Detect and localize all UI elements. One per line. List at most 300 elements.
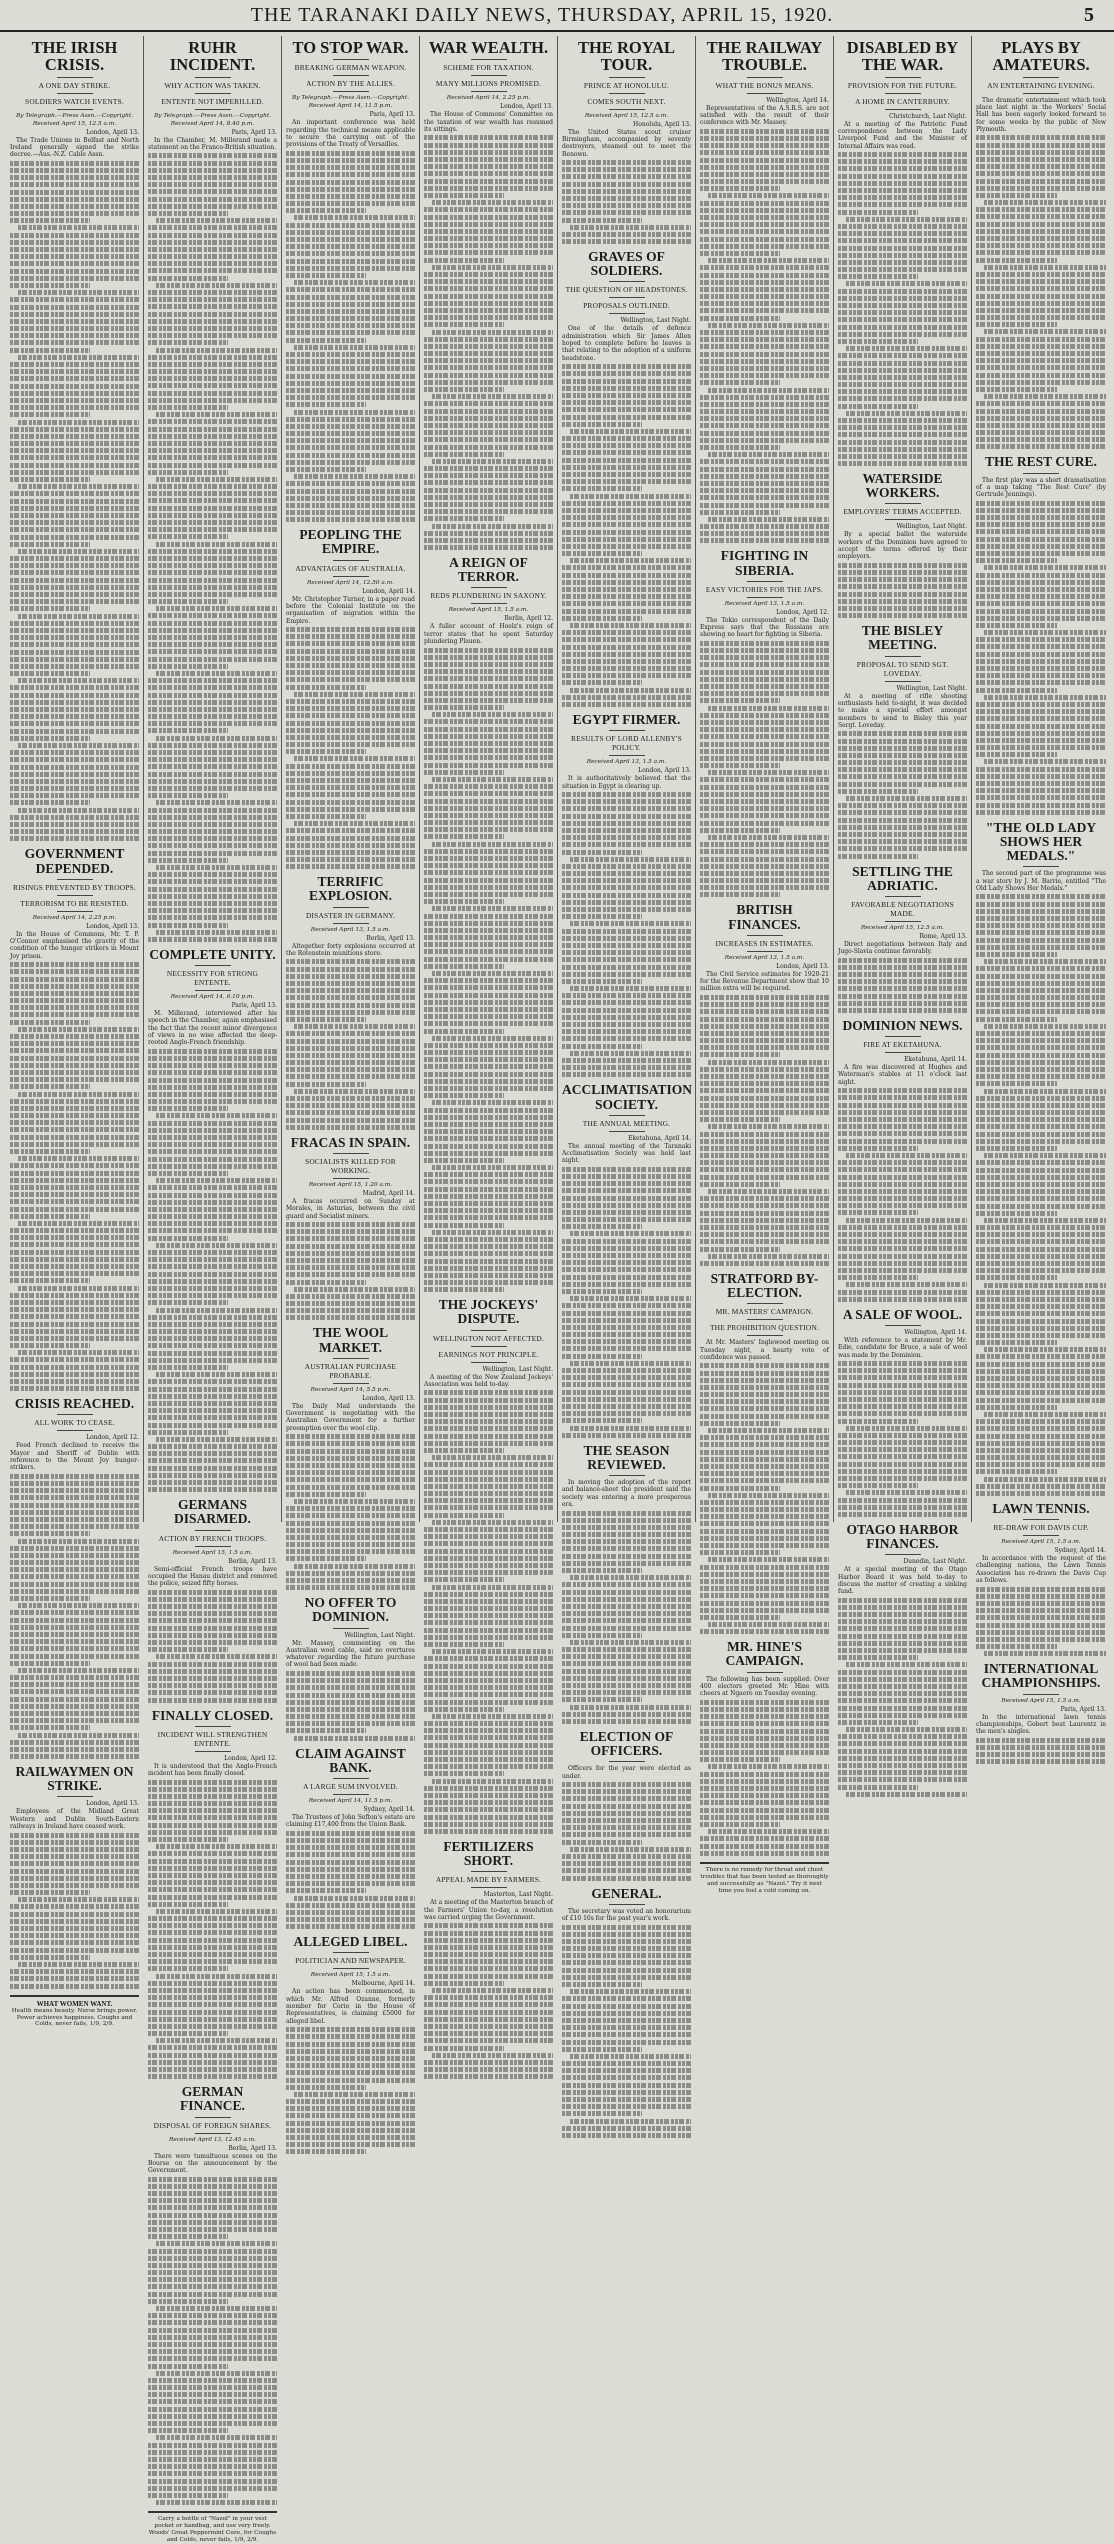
text-line [148,2249,277,2254]
text-line [424,2060,553,2065]
text-line [570,558,691,563]
article-headline: DISABLED BY THE WAR. [846,38,959,75]
text-line [148,707,277,712]
article-lead-paragraph: There were tumultuous scenes on the Bourse on the announcement by the Government. [148,2152,277,2175]
text-line [10,369,139,374]
text-line [570,1051,691,1056]
text-line [424,684,553,689]
article-headline: A SALE OF WOOL. [842,1306,963,1322]
text-line [838,1160,967,1165]
text-line [976,1383,1106,1388]
text-line [700,792,829,797]
headline-rule [57,109,93,110]
text-line [700,1096,829,1101]
text-line [148,1049,277,1054]
text-line [700,409,829,414]
text-line [424,1158,504,1163]
text-line [424,1505,553,1510]
text-line [286,959,415,964]
article-lead-paragraph: Semi-official French troops have occupied the Hanau district and removed the police, seized fifty horses. [148,1565,277,1588]
text-line [562,695,691,700]
text-line [286,2027,415,2032]
article-dateline: Paris, April 13. [231,128,277,136]
text-line [286,1301,415,1306]
text-line [700,1772,829,1777]
text-line [148,1466,277,1471]
text-line [10,1747,139,1752]
text-line [10,305,139,310]
text-line [10,1625,139,1630]
text-line [562,936,691,941]
text-line [838,606,967,611]
text-line [432,1455,553,1460]
text-line [562,530,691,535]
text-line [10,1250,139,1255]
text-line [562,415,691,420]
text-line [976,1745,1106,1750]
text-line [424,1556,553,1561]
text-line [562,573,691,578]
text-line [10,1056,139,1061]
text-line [846,1792,967,1797]
text-line [148,369,277,374]
text-line [570,1989,691,1994]
article-headline: PLAYS BY AMATEURS. [992,38,1090,75]
text-line [838,1770,967,1775]
text-line [838,774,967,779]
text-line [570,1361,691,1366]
text-line [286,685,366,690]
text-line [156,283,277,288]
text-line [286,1272,415,1277]
text-line [286,1867,415,1872]
article-dateline: Wellington, Last Night. [482,1365,553,1373]
column-4 [420,36,558,1921]
text-line [562,436,691,441]
text-line [838,1684,967,1689]
text-line [10,197,139,202]
text-line [838,570,967,575]
text-line [838,1131,967,1136]
text-line [10,1142,139,1147]
text-line [424,1974,553,1979]
text-line [148,2234,228,2239]
text-line [148,405,228,410]
text-line [10,348,90,353]
text-line [700,251,780,256]
text-line [976,135,1106,140]
text-line [10,175,139,180]
text-line [424,1628,553,1633]
text-line [562,609,691,614]
text-line [148,2277,277,2282]
text-line [562,1167,691,1172]
text-line [424,727,553,732]
text-line [424,1642,504,1647]
headline-rule [747,1672,783,1673]
text-line [148,1394,277,1399]
article-subheading: RESULTS OF LORD ALLENBY'S POLICY. [571,734,682,753]
text-line [976,945,1106,950]
text-line [984,1024,1106,1029]
text-line [700,186,780,191]
text-line [424,662,553,667]
text-line [976,537,1106,542]
text-line [148,2464,277,2469]
column-2 [144,36,282,2543]
text-line [562,364,691,369]
text-line [156,736,277,741]
newspaper-columns [6,36,1110,2543]
text-line [156,671,277,676]
text-line [148,1329,277,1334]
text-line [10,1113,139,1118]
article-dateline: London, April 12. [224,1754,277,1762]
text-line [424,1208,553,1213]
text-line [570,623,691,628]
text-line [148,549,277,554]
text-line [838,260,967,265]
text-line [838,1447,967,1452]
text-line [286,1463,415,1468]
text-line [148,1794,277,1799]
text-line [708,770,829,775]
text-line [976,207,1106,212]
text-line [424,294,553,299]
text-line [700,1371,829,1376]
text-line [286,489,415,494]
text-line [562,1712,691,1717]
text-line [10,247,139,252]
text-line [148,843,277,848]
received-line: Received April 13, 12.45 a.m. [169,2136,256,2143]
text-line [424,1577,504,1582]
article-headline: THE BISLEY MEETING. [861,623,944,653]
text-line [562,637,691,642]
text-line [148,700,277,705]
text-line [976,702,1106,707]
text-line [562,1868,691,1873]
text-line [286,641,415,646]
text-line [424,1115,553,1120]
article-headline: THE WOOL MARKET. [312,1325,389,1355]
text-line [838,425,967,430]
text-line [424,1390,553,1395]
text-line [156,2038,277,2043]
text-line [294,1499,415,1504]
text-line [976,179,1106,184]
text-line [562,885,691,890]
article-body-text [700,641,829,898]
text-line [148,1056,277,1061]
article-subheading: PROVISION FOR THE FUTURE. [847,80,958,90]
article [700,1640,829,1855]
article-headline: A REIGN OF TERROR. [449,555,528,585]
text-line [286,1924,415,1929]
text-line [424,1678,553,1683]
text-line [294,1089,415,1094]
text-line [562,1015,691,1020]
text-line [838,782,967,787]
text-line [286,1521,415,1526]
text-line [700,698,780,703]
text-line [424,1086,553,1091]
text-line [148,2428,228,2433]
text-line [286,1118,415,1123]
article-dateline: London, April 13. [638,767,691,775]
text-line [286,670,415,675]
article-headline: OTAGO HARBOR FINANCES. [846,1521,959,1552]
text-line [424,222,553,227]
text-line [10,836,139,841]
text-line [976,250,1106,255]
text-line [10,1271,139,1276]
text-line [432,394,553,399]
text-line [424,1513,504,1518]
text-line [148,326,277,331]
text-line [562,680,642,685]
text-line [846,1282,967,1287]
text-line [286,330,415,335]
text-line [976,752,1057,757]
text-line [562,1518,691,1523]
text-line [148,757,277,762]
text-line [570,986,691,991]
text-line [976,1326,1106,1331]
text-line [700,641,829,646]
article-dateline: Berlin, April 12. [504,615,553,623]
article-lead-paragraph: A fuller account of Hoelz's reign of terror states that he spent Saturday plundering Plauen. [424,623,553,646]
text-line [432,1165,553,1170]
text-line [700,878,829,883]
text-line [148,915,277,920]
text-line [700,280,829,285]
text-line [562,893,691,898]
text-line [148,2356,277,2361]
text-line [148,570,277,575]
text-line [562,1561,691,1566]
received-line: Received April 14, 2.25 p.m. [446,95,531,102]
text-line [424,538,553,543]
text-line [976,666,1106,671]
text-line [286,1294,415,1299]
text-line [148,2320,277,2325]
text-line [424,2002,553,2007]
text-line [148,1149,277,1154]
text-line [562,2068,691,2073]
text-line [976,1160,1106,1165]
text-line [10,362,139,367]
article-headline: RUHR INCIDENT. [169,38,256,75]
text-line [10,1106,139,1111]
text-line [286,2121,415,2126]
text-line [286,836,415,841]
headline-rule [471,1887,507,1888]
text-line [148,1315,277,1320]
text-line [562,1036,691,1041]
text-line [424,1959,553,1964]
text-line [838,274,918,279]
text-line [562,1239,691,1244]
article-lead-paragraph: In the Chamber, M. Millerand made a statement on the Franco-British situation. [148,136,277,151]
text-line [10,1386,139,1391]
text-line [286,244,415,249]
article-headline: GOVERNMENT DEPENDED. [24,846,125,876]
text-line [424,315,553,320]
text-line [700,301,829,306]
text-line [976,1434,1106,1439]
text-line [286,1244,415,1249]
text-line [148,197,277,202]
text-line [562,2040,691,2045]
text-line [148,1430,228,1435]
text-line [424,734,553,739]
received-line: Received April 13, 1.5 a.m. [724,600,805,607]
text-line [286,1096,415,1101]
text-line [976,573,1106,578]
column-8 [972,36,1110,1736]
text-line [424,1815,553,1820]
text-line [10,585,139,590]
article-headline: PEOPLING THE EMPIRE. [299,527,402,557]
text-line [424,669,553,674]
text-line [424,1237,553,1242]
text-line [976,1239,1106,1244]
text-line [570,857,691,862]
text-line [424,993,553,998]
text-line [424,698,553,703]
text-line [148,2270,277,2275]
article-subheading: WHY ACTION WAS TAKEN. [164,80,261,90]
text-line [562,979,642,984]
text-line [976,286,1106,291]
text-line [424,1287,504,1292]
headline-rule [885,656,921,657]
text-line [700,1146,829,1151]
text-line [148,1590,277,1595]
text-line [148,1966,228,1971]
text-line [562,465,691,470]
headline-rule [747,1303,783,1304]
text-line [976,1601,1106,1606]
text-line [10,1754,139,1759]
text-line [286,1258,415,1263]
text-line [424,676,553,681]
text-line [148,204,277,209]
text-line [424,648,553,653]
text-line [18,614,139,619]
text-line [424,748,553,753]
text-line [148,2421,277,2426]
text-line [562,878,691,883]
article [562,1730,691,1881]
article-lead-paragraph: The Trustees of John Sefton's estate are claiming £17,400 from the Union Bank. [286,1814,415,1829]
text-line [148,2184,277,2189]
article-body-text [10,1833,139,1989]
headline-rule [885,93,921,94]
text-line [562,943,691,948]
text-line [846,1490,967,1495]
article [10,39,139,841]
article-headline: TO STOP WAR. [292,38,409,57]
text-line [700,1247,780,1252]
text-line [700,366,829,371]
text-line [148,1300,228,1305]
text-line [424,856,553,861]
text-line [976,164,1106,169]
text-line [148,2378,277,2383]
text-line [700,871,829,876]
text-line [148,319,277,324]
text-line [976,616,1106,621]
text-line [424,1995,553,2000]
text-line [10,671,90,676]
text-line [976,644,1106,649]
text-line [838,447,967,452]
text-line [562,929,691,934]
text-line [708,388,829,393]
article-body-text [838,1361,967,1517]
text-line [700,1851,829,1856]
text-line [976,143,1106,148]
text-line [286,503,415,508]
text-line [148,434,277,439]
text-line [10,998,139,1003]
text-line [286,1031,415,1036]
text-line [976,745,1106,750]
text-line [976,322,1057,327]
text-line [294,1896,415,1901]
text-line [700,395,829,400]
text-line [424,1807,553,1812]
text-line [976,1319,1106,1324]
article-body-text [976,1738,1106,1765]
text-line [294,1287,415,1292]
text-line [10,1185,139,1190]
text-line [984,959,1106,964]
text-line [838,1383,967,1388]
text-line [156,1308,277,1313]
text-line [10,1890,90,1895]
text-line [286,800,415,805]
text-line [148,613,277,618]
text-line [148,1916,277,1921]
article-subheading: SOLDIERS WATCH EVENTS. [25,96,124,106]
text-line [148,1343,277,1348]
text-line [562,2004,691,2009]
text-line [976,1290,1106,1295]
text-line [424,691,553,696]
text-line [424,2024,553,2029]
article-body-text [424,135,553,550]
text-line [286,1671,415,1676]
text-line [10,1919,139,1924]
text-line [570,429,691,434]
headline-rule [333,1628,369,1629]
text-line [10,333,139,338]
text-line [156,1654,277,1659]
text-line [838,1375,967,1380]
text-line [424,1144,553,1149]
text-line [700,1500,829,1505]
text-line [10,412,90,417]
text-line [424,1793,553,1798]
article-subheading: BREAKING GERMAN WEAPON. [294,63,407,73]
text-line [838,1397,967,1402]
text-line [286,2049,415,2054]
article-subheading: ACTION BY THE ALLIES. [306,79,395,89]
text-line [700,1615,780,1620]
